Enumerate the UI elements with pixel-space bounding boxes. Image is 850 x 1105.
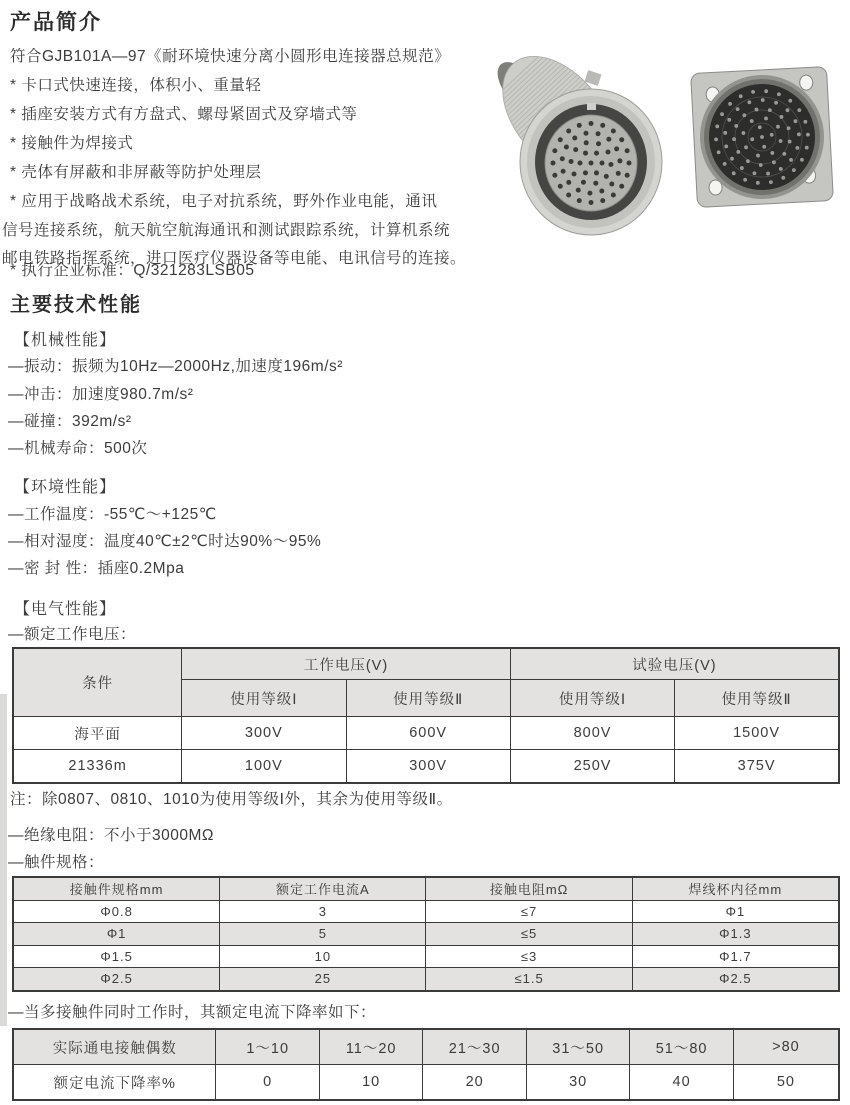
contact-table	[12, 876, 840, 992]
value-cell: 800V	[510, 717, 674, 750]
mechanical-line: —机械寿命：500次	[8, 440, 148, 457]
intro-line: * 接触件为焊接式	[10, 135, 134, 152]
cell: 11～20	[319, 1029, 422, 1065]
cell: >80	[733, 1029, 839, 1065]
intro-line: * 应用于战略战术系统，电子对抗系统，野外作业电能，通讯	[10, 193, 438, 210]
table-row	[13, 968, 839, 991]
insulation-line: —绝缘电阻：不小于3000MΩ	[8, 827, 214, 844]
electrical-heading: 【电气性能】	[14, 601, 117, 618]
mechanical-heading: 【机械性能】	[14, 332, 117, 349]
table-row	[13, 1065, 839, 1101]
table-row	[13, 877, 839, 900]
voltage-table-sub-header: 使用等级Ⅱ	[675, 680, 839, 717]
column-header: 接触件规格mm	[13, 877, 220, 900]
environmental-line: —工作温度：-55℃～+125℃	[8, 506, 217, 523]
cell: Φ2.5	[632, 968, 839, 991]
cell: 3	[220, 900, 426, 923]
value-cell: 250V	[510, 750, 674, 784]
table-row	[13, 717, 839, 750]
cell: 25	[220, 968, 426, 991]
page-edge-strip	[0, 694, 7, 1026]
value-cell: 300V	[182, 717, 346, 750]
cell: 1～10	[216, 1029, 319, 1065]
rated-voltage-line: —额定工作电压：	[8, 626, 137, 643]
mounting-hole	[799, 75, 813, 91]
table-row	[13, 900, 839, 923]
table-row	[13, 750, 839, 784]
intro-line: * 插座安装方式有方盘式、螺母紧固式及穿墙式等	[10, 106, 358, 123]
derating-intro-line: —当多接触件同时工作时，其额定电流下降率如下：	[8, 1004, 377, 1021]
intro-line: * 执行企业标准：Q/321283LSB05	[10, 262, 255, 279]
cell: Φ0.8	[13, 900, 220, 923]
cell: 10	[319, 1065, 422, 1101]
value-cell: 600V	[346, 717, 510, 750]
page-title: 产品简介	[10, 11, 102, 34]
mechanical-line: —冲击：加速度980.7m/s²	[8, 386, 194, 403]
intro-line: * 壳体有屏蔽和非屏蔽等防护处理层	[10, 164, 262, 181]
cell: ≤1.5	[426, 968, 632, 991]
value-cell: 100V	[182, 750, 346, 784]
cell: 50	[733, 1065, 839, 1101]
cell: Φ1.5	[13, 945, 220, 968]
derating-table	[12, 1028, 840, 1101]
cell: 51～80	[630, 1029, 733, 1065]
voltage-table-sub-header: 使用等级Ⅰ	[182, 680, 346, 717]
contact-spec-line: —触件规格：	[8, 854, 105, 871]
row-header: 实际通电接触偶数	[13, 1029, 216, 1065]
receptacle-connector-photo	[684, 52, 840, 222]
cell: Φ2.5	[13, 968, 220, 991]
table-row	[13, 923, 839, 946]
condition-cell: 海平面	[13, 717, 182, 750]
voltage-table-sub-header: 使用等级Ⅱ	[346, 680, 510, 717]
column-header: 接触电阻mΩ	[426, 877, 632, 900]
cell: Φ1	[13, 923, 220, 946]
cell: ≤7	[426, 900, 632, 923]
cell: 10	[220, 945, 426, 968]
voltage-table-group-header: 工作电压(V)	[182, 648, 511, 680]
row-header: 额定电流下降率%	[13, 1065, 216, 1101]
environmental-line: —密 封 性：插座0.2Mpa	[8, 560, 185, 577]
cell: 31～50	[526, 1029, 629, 1065]
intro-line: * 卡口式快速连接，体积小、重量轻	[10, 77, 262, 94]
environmental-heading: 【环境性能】	[14, 479, 117, 496]
intro-line: 邮电铁路指挥系统，进口医疗仪器设备等电能、电讯信号的连接。	[2, 250, 467, 267]
voltage-table	[12, 647, 840, 784]
plug-key-tab	[587, 103, 596, 110]
section-title-technical: 主要技术性能	[10, 294, 142, 316]
cell: Φ1.3	[632, 923, 839, 946]
cell: 21～30	[423, 1029, 526, 1065]
cell: 20	[423, 1065, 526, 1101]
condition-cell: 21336m	[13, 750, 182, 784]
cell: Φ1	[632, 900, 839, 923]
cell: 5	[220, 923, 426, 946]
cell: 30	[526, 1065, 629, 1101]
environmental-line: —相对湿度：温度40℃±2℃时达90%～95%	[8, 533, 322, 550]
voltage-table-sub-header: 使用等级Ⅰ	[510, 680, 674, 717]
column-header: 额定工作电流A	[220, 877, 426, 900]
value-cell: 375V	[675, 750, 839, 784]
plug-connector-photo	[488, 42, 664, 250]
mechanical-line: —振动：振频为10Hz—2000Hz,加速度196m/s²	[8, 358, 343, 375]
column-header: 焊线杯内径mm	[632, 877, 839, 900]
cell: 0	[216, 1065, 319, 1101]
table-row	[13, 945, 839, 968]
cell: ≤3	[426, 945, 632, 968]
voltage-note: 注：除0807、0810、1010为使用等级Ⅰ外，其余为使用等级Ⅱ。	[10, 791, 453, 808]
value-cell: 1500V	[675, 717, 839, 750]
product-photos	[488, 42, 840, 252]
intro-line: 信号连接系统，航天航空航海通讯和测试跟踪系统，计算机系统	[2, 222, 451, 239]
voltage-table-group-header: 试验电压(V)	[510, 648, 839, 680]
value-cell: 300V	[346, 750, 510, 784]
voltage-table-corner-header: 条件	[13, 648, 182, 717]
mechanical-line: —碰撞：392m/s²	[8, 413, 132, 430]
table-row	[13, 1029, 839, 1065]
cell: 40	[630, 1065, 733, 1101]
cell: Φ1.7	[632, 945, 839, 968]
cell: ≤5	[426, 923, 632, 946]
intro-line: 符合GJB101A—97《耐环境快速分离小圆形电连接器总规范》	[10, 48, 451, 65]
